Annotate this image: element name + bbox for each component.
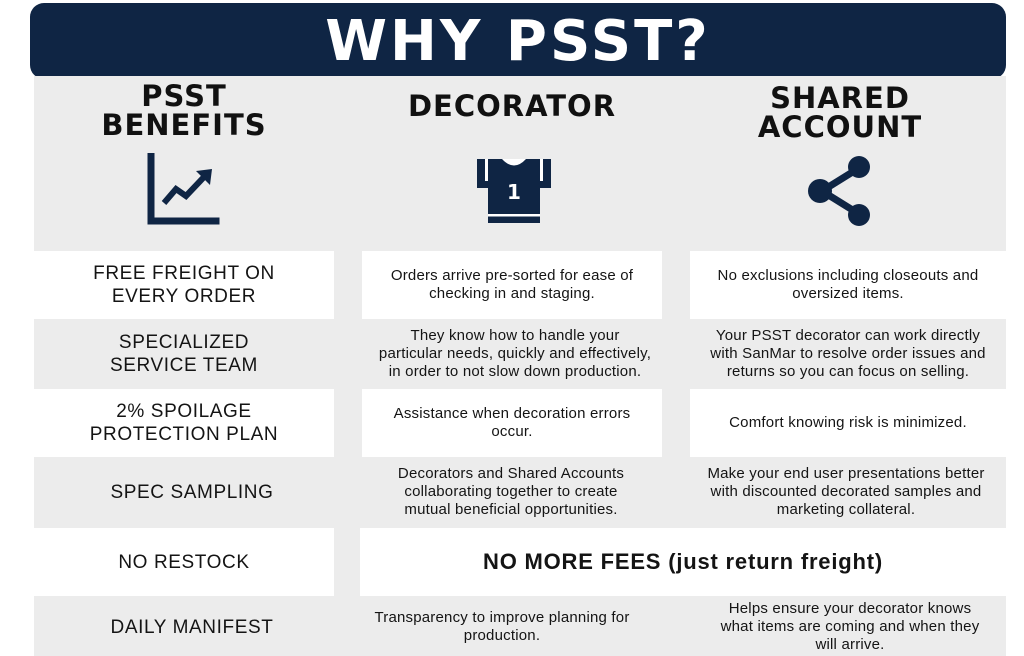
growth-chart-icon — [146, 153, 220, 225]
shared-daily-manifest: Helps ensure your decorator knows what items are coming and when they will arrive. — [720, 600, 980, 653]
decorator-daily-manifest: Transparency to improve planning for production. — [374, 609, 630, 644]
title-banner — [30, 3, 1006, 79]
benefit-spoilage-protection: 2% SPOILAGE PROTECTION PLAN — [34, 389, 334, 457]
page-title: WHY PSST? — [325, 8, 711, 74]
decorator-specialized-service: They know how to handle your particular needs, quickly and effectively, in order to not slow down production. — [378, 327, 652, 380]
shared-free-freight: No exclusions including closeouts and oversized items. — [690, 251, 1006, 319]
jersey-number: 1 — [507, 180, 521, 204]
decorator-free-freight: Orders arrive pre-sorted for ease of checking in and staging. — [362, 251, 662, 319]
decorator-spec-sampling: Decorators and Shared Accounts collaborating together to create mutual beneficial opportunities. — [397, 465, 625, 518]
benefit-free-freight: FREE FREIGHT ON EVERY ORDER — [34, 251, 334, 319]
column-heading-decorator: DECORATOR — [407, 89, 617, 123]
shared-spec-sampling: Make your end user presentations better with discounted decorated samples and marketing collateral. — [707, 465, 985, 518]
shared-specialized-service: Your PSST decorator can work directly with SanMar to resolve order issues and returns so you can focus on selling. — [710, 327, 986, 380]
shared-spoilage-protection: Comfort knowing risk is minimized. — [690, 389, 1006, 457]
no-more-fees-banner: NO MORE FEES (just return freight) — [360, 528, 1006, 596]
jersey-icon — [476, 156, 552, 226]
column-heading-shared-account: SHARED ACCOUNT — [757, 81, 923, 144]
share-icon — [806, 154, 876, 228]
column-heading-benefits: PSST BENEFITS — [101, 79, 267, 142]
benefit-no-restock: NO RESTOCK — [34, 528, 334, 596]
decorator-spoilage-protection: Assistance when decoration errors occur. — [362, 389, 662, 457]
benefit-spec-sampling: SPEC SAMPLING — [110, 481, 274, 503]
benefit-daily-manifest: DAILY MANIFEST — [110, 616, 274, 638]
benefit-specialized-service: SPECIALIZED SERVICE TEAM — [110, 332, 258, 376]
